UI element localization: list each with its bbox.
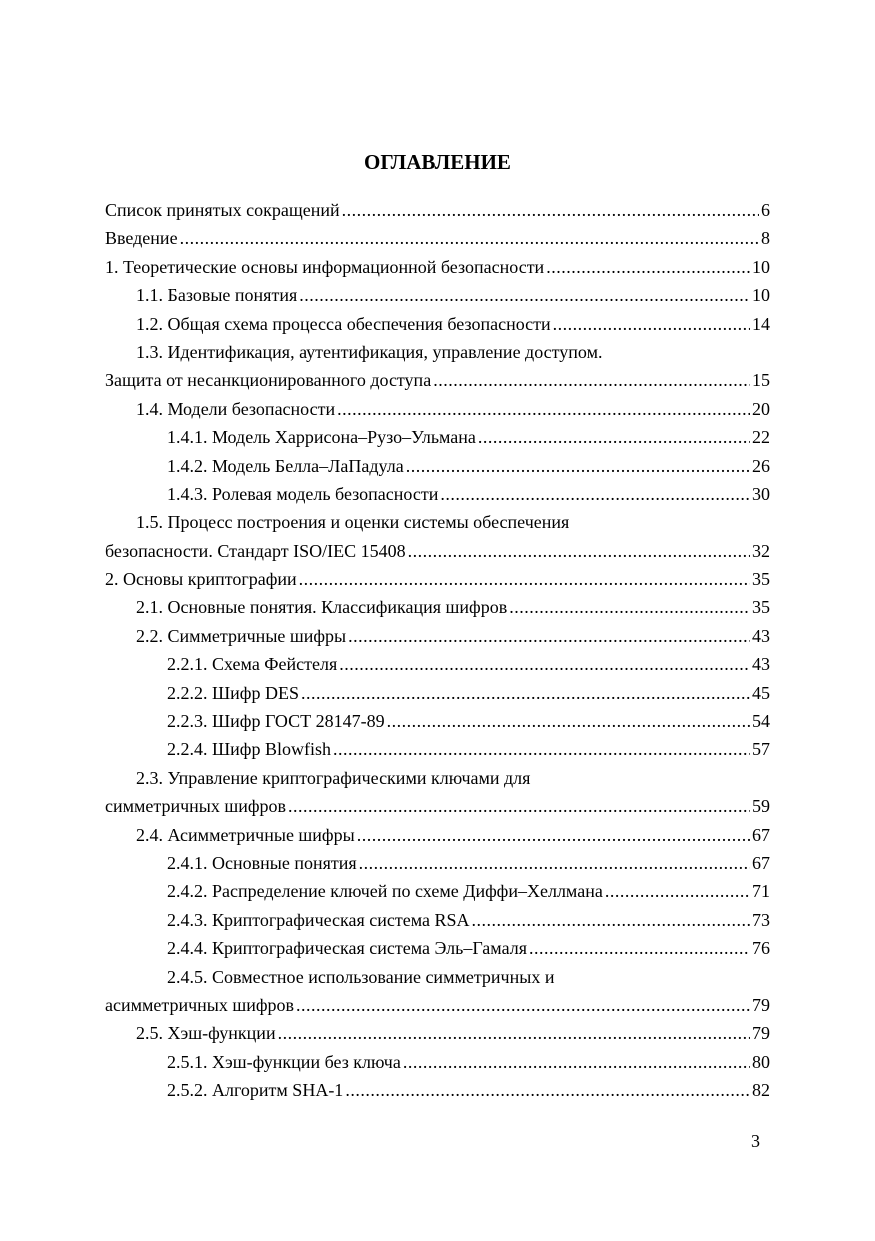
toc-entry [105,281,770,309]
toc-entry [105,593,770,621]
dot-leader [433,366,750,394]
toc-entry-text: 2.2.4. Шифр Blowfish [167,739,331,760]
toc-entry-text: 2.4.2. Распределение ключей по схеме Диффи–Хеллмана [167,881,603,902]
toc-entry-text: 2.5. Хэш-функции [136,1023,276,1044]
toc-entry-page: 76 [752,938,770,959]
dot-leader [357,821,750,849]
toc-entry-page: 26 [752,455,770,476]
table-of-contents [105,196,770,1105]
toc-entry [105,508,770,536]
dot-leader [387,707,750,735]
toc-entry-page: 22 [752,427,770,448]
toc-entry-page: 15 [752,370,770,391]
toc-entry-continuation [105,366,770,394]
toc-entry-page: 14 [752,313,770,334]
toc-entry-page: 20 [752,398,770,419]
toc-entry-page: 10 [752,285,770,306]
dot-leader [301,679,750,707]
dot-leader [296,991,750,1019]
toc-entry-text: 1.3. Идентификация, аутентификация, управление доступом. [136,341,603,362]
toc-entry-text: 1.1. Базовые понятия [136,285,298,306]
toc-entry-text: 2.4. Асимметричные шифры [136,824,355,845]
toc-entry [105,963,770,991]
toc-entry [105,423,770,451]
toc-entry-page: 79 [752,994,770,1015]
toc-entry-text: 2.2. Симметричные шифры [136,625,347,646]
dot-leader [478,423,750,451]
toc-entry [105,934,770,962]
dot-leader [278,1019,750,1047]
toc-entry-text: 2.2.2. Шифр DES [167,682,299,703]
toc-entry-text: 2.4.3. Криптографическая система RSA [167,909,470,930]
toc-entry-page: 35 [752,597,770,618]
toc-entry-page: 35 [752,569,770,590]
dot-leader [299,565,750,593]
dot-leader [348,622,750,650]
dot-leader [337,395,750,423]
toc-entry [105,849,770,877]
toc-entry [105,622,770,650]
toc-entry-text: 2.2.3. Шифр ГОСТ 28147-89 [167,711,385,732]
dot-leader [605,877,750,905]
toc-entry-text: 2.4.5. Совместное использование симметричных и [167,966,555,987]
toc-entry-page: 43 [752,654,770,675]
toc-entry-page: 8 [761,228,770,249]
toc-entry [105,707,770,735]
toc-entry [105,906,770,934]
toc-entry [105,1019,770,1047]
toc-entry-text: 2.5.2. Алгоритм SHA-1 [167,1080,344,1101]
toc-entry-page: 71 [752,881,770,902]
dot-leader [339,650,750,678]
toc-entry [105,877,770,905]
toc-entry-text: 1.4.3. Ролевая модель безопасности [167,483,439,504]
toc-entry-page: 6 [761,200,770,220]
toc-entry-text: 1.4.2. Модель Белла–ЛаПадула [167,455,404,476]
toc-entry-text: 1. Теоретические основы информационной безопасности [105,256,545,277]
dot-leader [333,735,750,763]
toc-entry-text: 1.2. Общая схема процесса обеспечения безопасности [136,313,551,334]
toc-entry [105,650,770,678]
toc-entry-text: 2.2.1. Схема Фейстеля [167,654,338,675]
toc-entry [105,452,770,480]
toc-entry [105,253,770,281]
toc-entry-page: 45 [752,682,770,703]
toc-entry [105,224,770,252]
dot-leader [408,537,750,565]
toc-entry-page: 57 [752,739,770,760]
toc-entry-continuation [105,792,770,820]
toc-entry-text: 1.4.1. Модель Харрисона–Рузо–Ульмана [167,427,476,448]
toc-entry [105,735,770,763]
toc-entry-text: 2.3. Управление криптографическими ключами для [136,767,531,788]
toc-entry-continuation-text: симметричных шифров [105,796,287,817]
toc-entry-continuation-text: Защита от несанкционированного доступа [105,370,432,391]
toc-entry-text: 1.4. Модели безопасности [136,398,336,419]
toc-entry-page: 82 [752,1080,770,1101]
toc-title: ОГЛАВЛЕНИЕ [364,150,511,174]
toc-entry-page: 43 [752,625,770,646]
toc-entry [105,395,770,423]
toc-entry-page: 80 [752,1051,770,1072]
toc-entry-page: 67 [752,852,770,873]
dot-leader [403,1048,750,1076]
toc-entry-page: 73 [752,909,770,930]
toc-entry-text: 2.5.1. Хэш-функции без ключа [167,1051,401,1072]
toc-entry [105,310,770,338]
toc-entry-page: 59 [752,796,770,817]
toc-entry [105,821,770,849]
toc-entry [105,338,770,366]
dot-leader [359,849,750,877]
dot-leader [180,224,759,252]
dot-leader [509,593,750,621]
dot-leader [472,906,750,934]
page-number: 3 [751,1131,760,1151]
dot-leader [299,281,750,309]
toc-entry-continuation-text: безопасности. Стандарт ISO/IEC 15408 [105,540,406,561]
toc-entry-text: 2. Основы криптографии [105,569,297,590]
toc-entry-text: 2.1. Основные понятия. Классификация шифров [136,597,508,618]
dot-leader [342,196,759,224]
toc-entry-page: 79 [752,1023,770,1044]
dot-leader [440,480,750,508]
toc-entry [105,480,770,508]
toc-entry-page: 10 [752,256,770,277]
toc-entry-page: 30 [752,483,770,504]
toc-entry [105,679,770,707]
dot-leader [345,1076,750,1104]
toc-entry-text: 2.4.4. Криптографическая система Эль–Гамаля [167,938,527,959]
toc-entry [105,196,770,224]
toc-entry-page: 32 [752,540,770,561]
toc-entry [105,764,770,792]
dot-leader [529,934,750,962]
toc-entry-continuation [105,537,770,565]
toc-entry-continuation-text: асимметричных шифров [105,994,295,1015]
toc-entry-text: 1.5. Процесс построения и оценки системы обеспечения [136,512,570,533]
toc-entry-continuation [105,991,770,1019]
toc-entry-text: Введение [105,228,178,249]
toc-entry-text: 2.4.1. Основные понятия [167,852,357,873]
toc-entry-page: 54 [752,711,770,732]
toc-entry [105,1076,770,1104]
dot-leader [546,253,750,281]
toc-entry [105,1048,770,1076]
toc-entry-page: 67 [752,824,770,845]
dot-leader [406,452,750,480]
dot-leader [288,792,750,820]
dot-leader [553,310,750,338]
toc-entry-text: Список принятых сокращений [105,200,340,220]
toc-entry [105,565,770,593]
